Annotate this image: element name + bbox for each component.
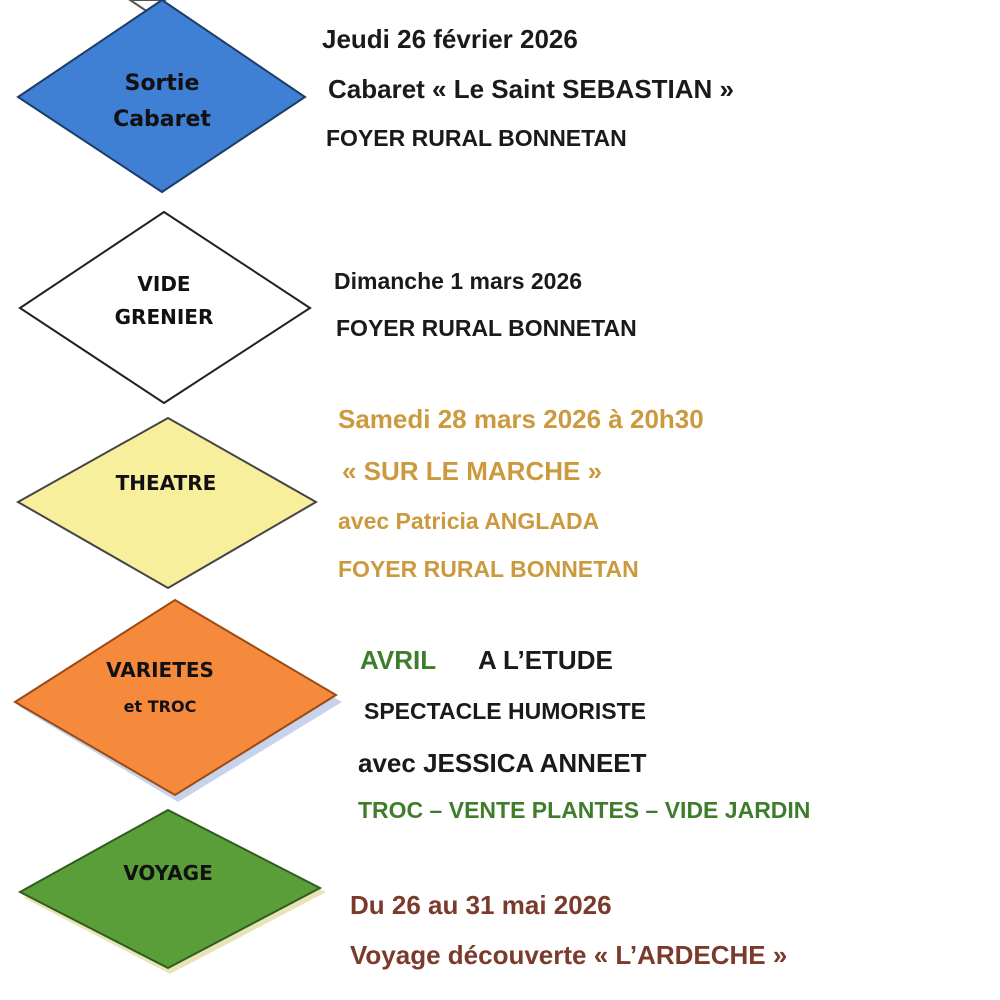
label-vide-grenier-line-2: GRENIER [114,305,214,329]
vide-grenier-venue: FOYER RURAL BONNETAN [336,315,637,341]
label-voyage-line-1: VOYAGE [123,861,213,885]
theatre-title: « SUR LE MARCHE » [342,456,603,486]
label-cabaret-line-1: Sortie [124,71,200,96]
varietes-venue: A L’ETUDE [478,645,613,675]
label-cabaret-line-2: Cabaret [113,106,211,132]
cabaret-title: Cabaret « Le Saint SEBASTIAN » [328,74,734,104]
label-varietes [60,658,260,717]
vide-grenier-date: Dimanche 1 mars 2026 [334,268,583,294]
label-theatre-line-1: THEATRE [115,471,217,495]
varietes-troc: TROC – VENTE PLANTES – VIDE JARDIN [358,797,811,823]
diamond-voyage [20,810,320,968]
label-vide-grenier [64,272,264,330]
label-cabaret [62,70,262,133]
voyage-dates: Du 26 au 31 mai 2026 [350,890,612,920]
varietes-show: SPECTACLE HUMORISTE [364,698,646,724]
diamond-theatre [18,418,316,588]
theatre-venue: FOYER RURAL BONNETAN [338,556,639,582]
theatre-date: Samedi 28 mars 2026 à 20h30 [338,404,704,434]
label-vide-grenier-line-1: VIDE [137,272,191,296]
label-varietes-line-1: VARIETES [106,658,214,682]
cabaret-date: Jeudi 26 février 2026 [322,24,578,54]
label-varietes-line-2: et TROC [123,697,197,716]
cabaret-venue: FOYER RURAL BONNETAN [326,125,627,151]
varietes-month: AVRIL [360,645,437,675]
label-voyage [68,861,268,886]
voyage-title: Voyage découverte « L’ARDECHE » [350,940,788,970]
theatre-performer: avec Patricia ANGLADA [338,508,600,534]
label-theatre [66,471,266,496]
varietes-performer: avec JESSICA ANNEET [358,748,647,778]
